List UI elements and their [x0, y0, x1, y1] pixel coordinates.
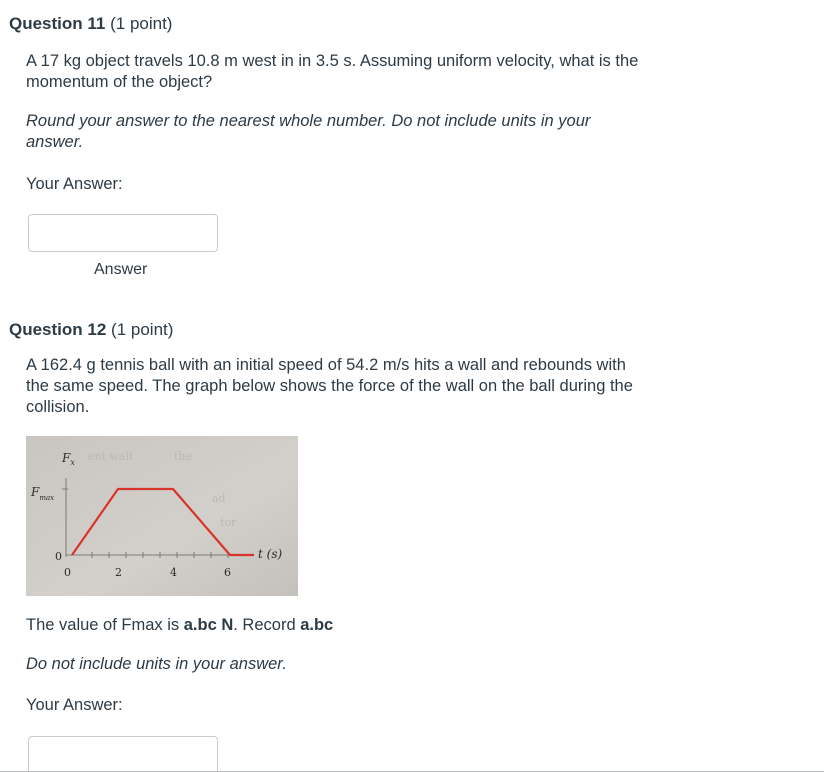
question-12-number: Question 12	[9, 320, 107, 339]
question-12-your-answer-label: Your Answer:	[26, 696, 123, 714]
question-11-prompt-line: momentum of the object?	[26, 73, 213, 91]
question-11-answer-input[interactable]	[28, 214, 218, 252]
question-12-prompt-line: collision.	[26, 398, 90, 416]
question-12-points: (1 point)	[111, 320, 174, 339]
question-12-prompt-line: A 162.4 g tennis ball with an initial speed of 54.2 m/s hits a wall and rebounds with	[26, 356, 626, 374]
answer-label: Answer	[94, 261, 148, 278]
fmax-statement	[26, 615, 333, 636]
svg-text:ent wall: ent wall	[88, 450, 133, 463]
svg-text:the: the	[174, 450, 193, 463]
question-11-number: Question 11	[9, 14, 106, 33]
question-12-prompt-line: the same speed. The graph below shows the force of the wall on the ball during the	[26, 377, 633, 395]
x-tick-label: 0	[64, 566, 71, 579]
fmax-record-bold: a.bc	[300, 616, 334, 634]
y-zero-label: 0	[55, 550, 62, 563]
question-11-prompt	[26, 51, 638, 93]
question-11-header	[9, 14, 172, 34]
x-tick-label: 6	[224, 566, 231, 579]
svg-text:tor: tor	[220, 516, 237, 529]
fmax-statement-text: . Record	[233, 616, 301, 634]
y-axis-label: $F_x$	[62, 451, 75, 467]
question-11-points: (1 point)	[110, 14, 173, 33]
question-11-instruction-line: answer.	[26, 133, 84, 151]
svg-text:ad: ad	[212, 492, 226, 505]
question-11-prompt-line: A 17 kg object travels 10.8 m west in in 3.5 s. Assuming uniform velocity, what is the	[26, 52, 639, 70]
question-11-your-answer-label: Your Answer:	[26, 175, 123, 193]
x-tick-label: 4	[170, 566, 177, 579]
fmax-label: $F_{max}$	[31, 485, 55, 502]
x-axis-label: t (s)	[258, 547, 283, 561]
force-graph-svg	[26, 436, 298, 596]
fmax-format-bold: a.bc N	[183, 616, 234, 634]
fmax-statement-text: The value of Fmax is	[26, 616, 184, 634]
force-time-graph	[26, 436, 298, 596]
question-12-header	[9, 320, 173, 340]
question-11-instruction	[26, 111, 590, 153]
question-12-answer-input[interactable]	[28, 736, 218, 772]
x-tick-label: 2	[115, 566, 122, 579]
question-11-instruction-line: Round your answer to the nearest whole number. Do not include units in your	[26, 112, 591, 130]
question-12-instruction: Do not include units in your answer.	[26, 655, 287, 673]
question-12-prompt	[26, 355, 633, 418]
